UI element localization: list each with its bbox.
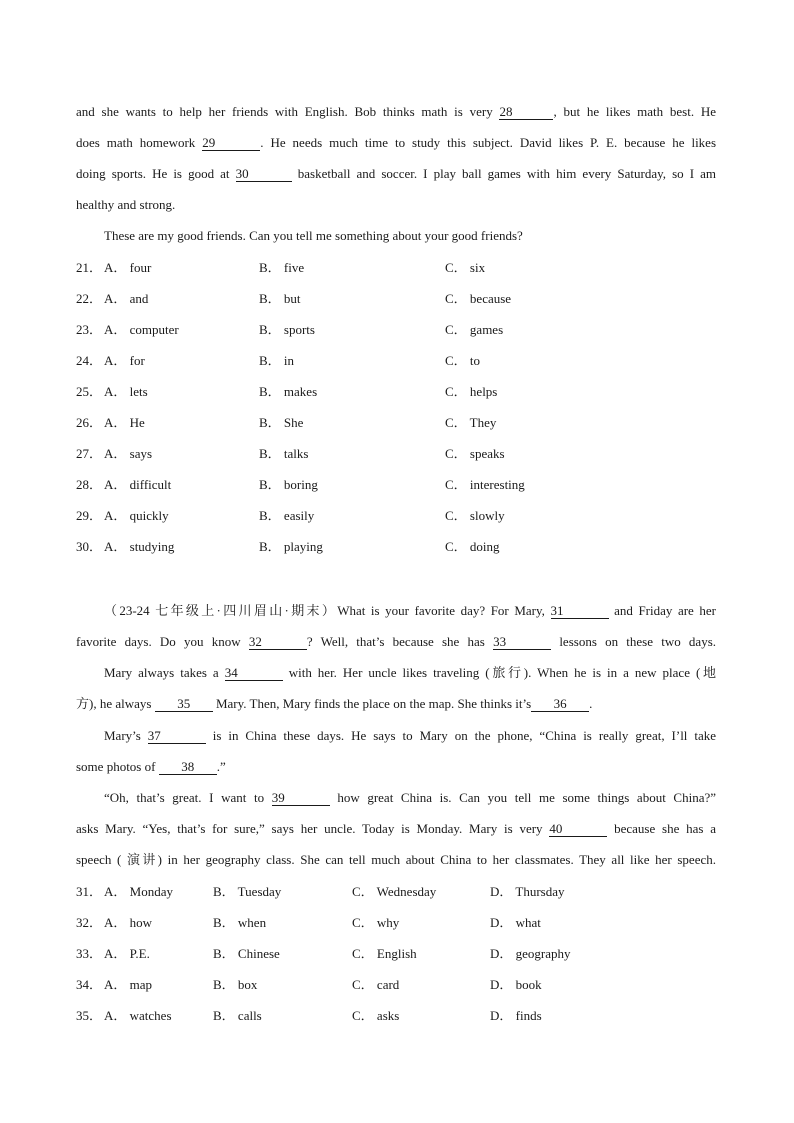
option-d: D． finds — [490, 1008, 542, 1023]
option-b: B． boring — [259, 477, 318, 492]
text: some photos of — [76, 759, 156, 774]
option-c: C． why — [352, 915, 400, 930]
option-c: C． because — [445, 291, 512, 306]
blank-33: 33 — [493, 635, 551, 650]
text: favorite days. Do you know — [76, 634, 241, 649]
option-c: C． Wednesday — [352, 884, 437, 899]
text: 方), he always — [76, 696, 152, 711]
question-row — [76, 539, 776, 555]
question-row — [76, 1008, 776, 1024]
passage1-line: healthy and strong. — [76, 197, 176, 212]
blank-39: 39 — [272, 791, 330, 806]
option-b: B． calls — [213, 1008, 262, 1023]
passage1-line — [76, 166, 716, 182]
option-a: A． He — [104, 415, 145, 430]
question-number: 23． — [76, 322, 103, 337]
text: , but he likes math best. He — [553, 104, 717, 119]
option-c: C． slowly — [445, 508, 505, 523]
option-a: A． for — [104, 353, 145, 368]
blank-30: 30 — [236, 167, 292, 182]
text: because she has a — [614, 821, 717, 836]
option-c: C． speaks — [445, 446, 505, 461]
question-number: 22． — [76, 291, 103, 306]
question-row — [76, 946, 776, 962]
blank-35: 35 — [155, 697, 213, 712]
text: .” — [216, 759, 226, 774]
option-b: B． She — [259, 415, 304, 430]
option-a: A． studying — [104, 539, 175, 554]
option-c: C． English — [352, 946, 417, 961]
option-a: A． how — [104, 915, 153, 930]
question-number: 31． — [76, 884, 103, 899]
question-number: 34． — [76, 977, 103, 992]
option-b: B． sports — [259, 322, 315, 337]
text: is in China these days. He says to Mary on the phone, “China is really great, I’ll take — [212, 728, 717, 743]
passage2-line — [76, 759, 716, 775]
option-c: C． doing — [445, 539, 500, 554]
passage1-line — [76, 104, 716, 120]
option-b: B． but — [259, 291, 301, 306]
blank-37: 37 — [148, 729, 206, 744]
option-b: B． when — [213, 915, 267, 930]
question-number: 21． — [76, 260, 103, 275]
option-c: C． card — [352, 977, 400, 992]
text: What is your favorite day? For Mary, — [337, 603, 545, 618]
text: with her. Her uncle likes traveling (旅行). When he is in a new place (地 — [288, 665, 717, 680]
option-b: B． Chinese — [213, 946, 280, 961]
option-d: D． book — [490, 977, 542, 992]
option-a: A． map — [104, 977, 153, 992]
option-b: B． Tuesday — [213, 884, 282, 899]
question-row — [76, 384, 776, 400]
option-b: B． makes — [259, 384, 318, 399]
text: doing sports. He is good at — [76, 166, 230, 181]
question-number: 28． — [76, 477, 103, 492]
option-d: D． Thursday — [490, 884, 565, 899]
text: asks Mary. “Yes, that’s for sure,” says her uncle. Today is Monday. Mary is very — [76, 821, 543, 836]
option-c: C． interesting — [445, 477, 525, 492]
blank-36: 36 — [531, 697, 589, 712]
blank-28: 28 — [499, 105, 553, 120]
passage2-line — [104, 603, 716, 619]
text: and Friday are her — [614, 603, 717, 618]
option-a: A． Monday — [104, 884, 173, 899]
text: lessons on these two days. — [559, 634, 717, 649]
question-row — [76, 446, 776, 462]
question-number: 35． — [76, 1008, 103, 1023]
option-a: A． four — [104, 260, 152, 275]
blank-40: 40 — [549, 822, 607, 837]
option-c: C． asks — [352, 1008, 400, 1023]
text: basketball and soccer. I play ball games with him every Saturday, so I am — [297, 166, 717, 181]
option-a: A． computer — [104, 322, 179, 337]
option-b: B． talks — [259, 446, 309, 461]
blank-38: 38 — [159, 760, 217, 775]
option-d: D． geography — [490, 946, 571, 961]
question-row — [76, 915, 776, 931]
option-b: B． easily — [259, 508, 315, 523]
option-c: C． six — [445, 260, 486, 275]
question-number: 27． — [76, 446, 103, 461]
blank-29: 29 — [202, 136, 260, 151]
question-row — [76, 977, 776, 993]
option-c: C． helps — [445, 384, 498, 399]
option-c: C． They — [445, 415, 497, 430]
option-a: A． lets — [104, 384, 148, 399]
option-a: A． watches — [104, 1008, 172, 1023]
option-a: A． difficult — [104, 477, 172, 492]
passage1-line: These are my good friends. Can you tell me something about your good friends? — [104, 228, 523, 243]
option-a: A． and — [104, 291, 149, 306]
text: ? Well, that’s because she has — [306, 634, 485, 649]
question-number: 24． — [76, 353, 103, 368]
text: “Oh, that’s great. I want to — [104, 790, 265, 805]
blank-34: 34 — [225, 666, 283, 681]
question-row — [76, 884, 776, 900]
source-label: （23-24 七年级上·四川眉山·期末） — [104, 603, 338, 618]
passage2-line — [104, 665, 716, 681]
passage2-line — [76, 821, 716, 837]
passage2-line — [104, 728, 716, 744]
option-d: D． what — [490, 915, 541, 930]
text: Mary always takes a — [104, 665, 219, 680]
option-c: C． to — [445, 353, 481, 368]
question-row — [76, 477, 776, 493]
text: . He needs much time to study this subject. David likes P. E. because he likes — [260, 135, 717, 150]
option-b: B． five — [259, 260, 305, 275]
text: Mary’s — [104, 728, 141, 743]
text: Mary. Then, Mary finds the place on the map. She thinks it’s — [215, 696, 532, 711]
question-number: 32． — [76, 915, 103, 930]
passage2-line — [104, 790, 716, 806]
question-row — [76, 260, 776, 276]
passage1-line — [76, 135, 716, 151]
question-number: 25． — [76, 384, 103, 399]
passage2-line: speech ( 演讲) in her geography class. She can tell much about China to her classmates. They all like her speech. — [76, 852, 716, 867]
question-row — [76, 415, 776, 431]
question-row — [76, 291, 776, 307]
question-number: 33． — [76, 946, 103, 961]
option-c: C． games — [445, 322, 504, 337]
question-number: 26． — [76, 415, 103, 430]
blank-32: 32 — [249, 635, 307, 650]
option-a: A． says — [104, 446, 153, 461]
option-b: B． in — [259, 353, 295, 368]
question-row — [76, 508, 776, 524]
passage2-line — [76, 696, 716, 712]
option-b: B． box — [213, 977, 258, 992]
option-a: A． quickly — [104, 508, 169, 523]
question-number: 30． — [76, 539, 103, 554]
blank-31: 31 — [551, 604, 609, 619]
text: and she wants to help her friends with English. Bob thinks math is very — [76, 104, 493, 119]
text: how great China is. Can you tell me some things about China?” — [337, 790, 717, 805]
text: . — [589, 696, 593, 711]
option-a: A． P.E. — [104, 946, 150, 961]
option-b: B． playing — [259, 539, 323, 554]
text: does math homework — [76, 135, 196, 150]
question-row — [76, 353, 776, 369]
question-row — [76, 322, 776, 338]
question-number: 29． — [76, 508, 103, 523]
passage2-line — [76, 634, 716, 650]
